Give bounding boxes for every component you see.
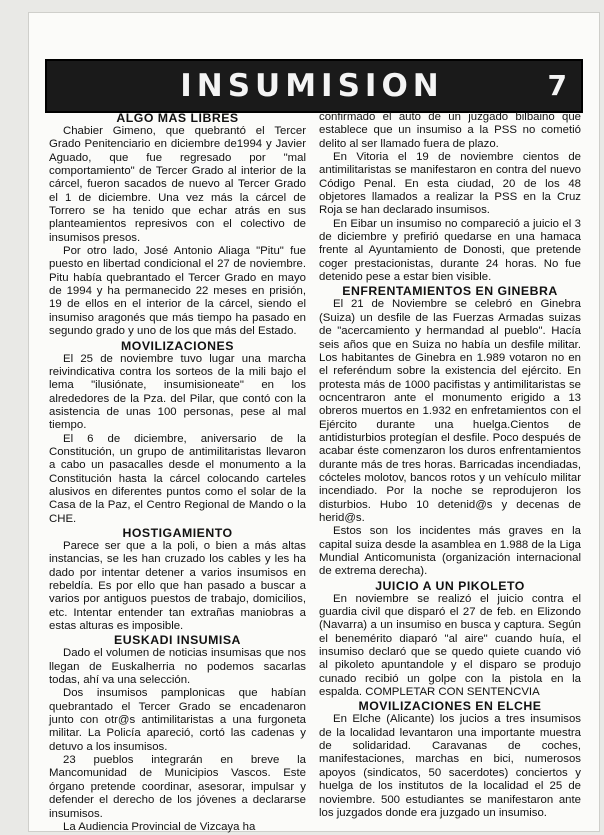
- article-paragraph: El 25 de noviembre tuvo lugar una marcha reivindicativa contra los sorteos de la mili bajo el lema "ilusiónate, insumisioneate" en los alrededores de la Pza. del Pilar, que contó con la asistencia de unas 100 personas, pese al mal tiempo.: [49, 352, 306, 432]
- article-paragraph: En noviembre se realizó el juicio contra el guardia civil que disparó el 27 de feb. en Elizondo (Navarra) a un insumiso en busca y captura. Según el benemérito diaparó "al aire" cuando huía, el insumiso declaró que se quedo quiete cuando vió al pikoleto apuntandole y el disparo se produjo cunado recibió un golpe con la pistola en la espalda. COMPLETAR CON SENTENCVIA: [319, 592, 581, 699]
- right-column: [319, 111, 581, 820]
- newsletter-page: [28, 12, 600, 832]
- article-paragraph: El 21 de Noviembre se celebró en Ginebra (Suiza) un desfile de las Fuerzas Armadas suizas de "acercamiento y hermandad al pueblo". Hacía seis años que en Suiza no había un desfile militar. Los habitantes de Ginebra en 1.989 votaron no en el referéndum sobre la existencia del ejército. En protesta más de 1000 pacifistas y antimilitaristas se ocncentraron ante el monumento erigido a 13 obreros muertos en 1.932 en enfretamientos con el Ejército durante una huelga.Cientos de antidisturbios protegían el desfile. Poco después de acabar éste comenzaron los duros enfrentamientos durante más de tres horas. Barricadas incendiadas, cócteles molotov, bancos rotos y un vehículo militar incendiado. Por la noche se reprodujeron los disturbios. Hubo 10 detenid@s y decenas de herid@s.: [319, 298, 581, 524]
- section-heading: EUSKADI INSUMISA: [114, 633, 241, 648]
- article-paragraph: La Audiencia Provincial de Vizcaya ha: [63, 820, 256, 833]
- article-paragraph: El 6 de diciembre, aniversario de la Constitución, un grupo de antimilitaristas llevaron a cabo un pasacalles desde el monumento a la Constitución hasta la cárcel colocando carteles alusivos en diferentes puntos como el solar de la Casa de la Paz, el Centro Regional de Mando o la CHE.: [49, 432, 306, 525]
- article-paragraph: En Vitoria el 19 de noviembre cientos de antimilitaristas se manifestaron en contra del nuevo Código Penal. En esta ciudad, 20 de los 48 objetores llamados a realizar la PSS en la Cruz Roja se han declarado insumisos.: [319, 151, 581, 217]
- article-paragraph: confirmado el auto de un juzgado bilbaino que establece que un insumiso a la PSS no cometió delito al ser llamado fuera de plazo.: [319, 111, 581, 150]
- section-heading: MOVILIZACIONES EN ELCHE: [358, 699, 542, 714]
- article-paragraph: En Eibar un insumiso no compareció a juicio el 3 de diciembre y prefirió quedarse en una hamaca frente al Ayuntamiento de Donosti, que pretende coger prestacionistas, durante 24 horas. No fue detenido pese a estar bien visible.: [319, 217, 581, 284]
- article-paragraph: Parece ser que a la poli, o bien a más altas instancias, se les han cruzado los cables y les ha dado por intentar detener a varios insumisos en rebeldía. Es por ello que han pasado a buscar a varios por antiguos puestos de trabajo, domicilios, etc. Intentar entender tan extrañas maniobras a estas alturas es imposible.: [49, 539, 306, 633]
- article-paragraph: Dado el volumen de noticias insumisas que nos llegan de Euskalherria no podemos sacarlas todas, ahí va una selección.: [49, 647, 306, 687]
- section-title: INSUMISION: [180, 68, 444, 104]
- article-paragraph: Dos insumisos pamplonicas que habían quebrantado el Tercer Grado se encadenaron junto con otr@s antimilitaristas a una furgoneta militar. La Policía apareció, cortó las cadenas y detuvo a los insumisos.: [49, 687, 306, 753]
- section-heading: MOVILIZACIONES: [121, 338, 234, 353]
- section-heading: HOSTIGAMIENTO: [122, 525, 233, 540]
- article-paragraph: Chabier Gimeno, que quebrantó el Tercer Grado Penitenciario en diciembre de1994 y Javier Aguado, que fue regresado por "mal comportamiento" de Tercer Grado al interior de la cárcel, fueron sacados de nuevo al Tercer Grado el 1 de diciembre. Una vez más la cárcel de Torrero se ha tenido que echar atrás en sus planteamientos represivos con el colectivo de insumisos presos.: [49, 125, 306, 244]
- article-paragraph: 23 pueblos integrarán en breve la Mancomunidad de Municipios Vascos. Este órgano pretende coordinar, asesorar, impulsar y defender el derecho de los jóvenes a declararse insumisos.: [49, 754, 306, 820]
- section-banner: [45, 59, 583, 113]
- section-heading: ALGO MAS LIBRES: [116, 111, 239, 125]
- section-heading: JUICIO A UN PIKOLETO: [375, 578, 525, 593]
- section-heading: ENFRENTAMIENTOS EN GINEBRA: [342, 284, 558, 299]
- page-number: 7: [547, 69, 567, 102]
- article-paragraph: Por otro lado, José Antonio Aliaga "Pitu" fue puesto en libertad condicional el 27 de noviembre. Pitu había quebrantado el Tercer Grado en mayo de 1994 y ha permanecido 22 meses en prisión, 19 de ellos en el interior de la cárcel, siendo el insumiso aragonés que más tiempo ha pasado en segundo grado y uno de los que más del Estado.: [49, 245, 306, 338]
- article-paragraph: Estos son los incidentes más graves en la capital suiza desde la asamblea en 1.988 de la Liga Mundial Anticomunista (organización internacional de extrema derecha).: [319, 525, 581, 578]
- left-column: [49, 111, 306, 834]
- article-paragraph: En Elche (Alicante) los jucios a tres insumisos de la localidad levantaron una importante muestra de solidaridad. Caravanas de coches, manifestaciones, marchas en bici, numerosos apoyos (sindicatos, 50 sacerdotes) conciertos y huelga de los institutos de la localidad el 25 de noviembre. 500 estudiantes se manifestaron ante los juzgados donde era juzgado un insumiso.: [319, 713, 581, 819]
